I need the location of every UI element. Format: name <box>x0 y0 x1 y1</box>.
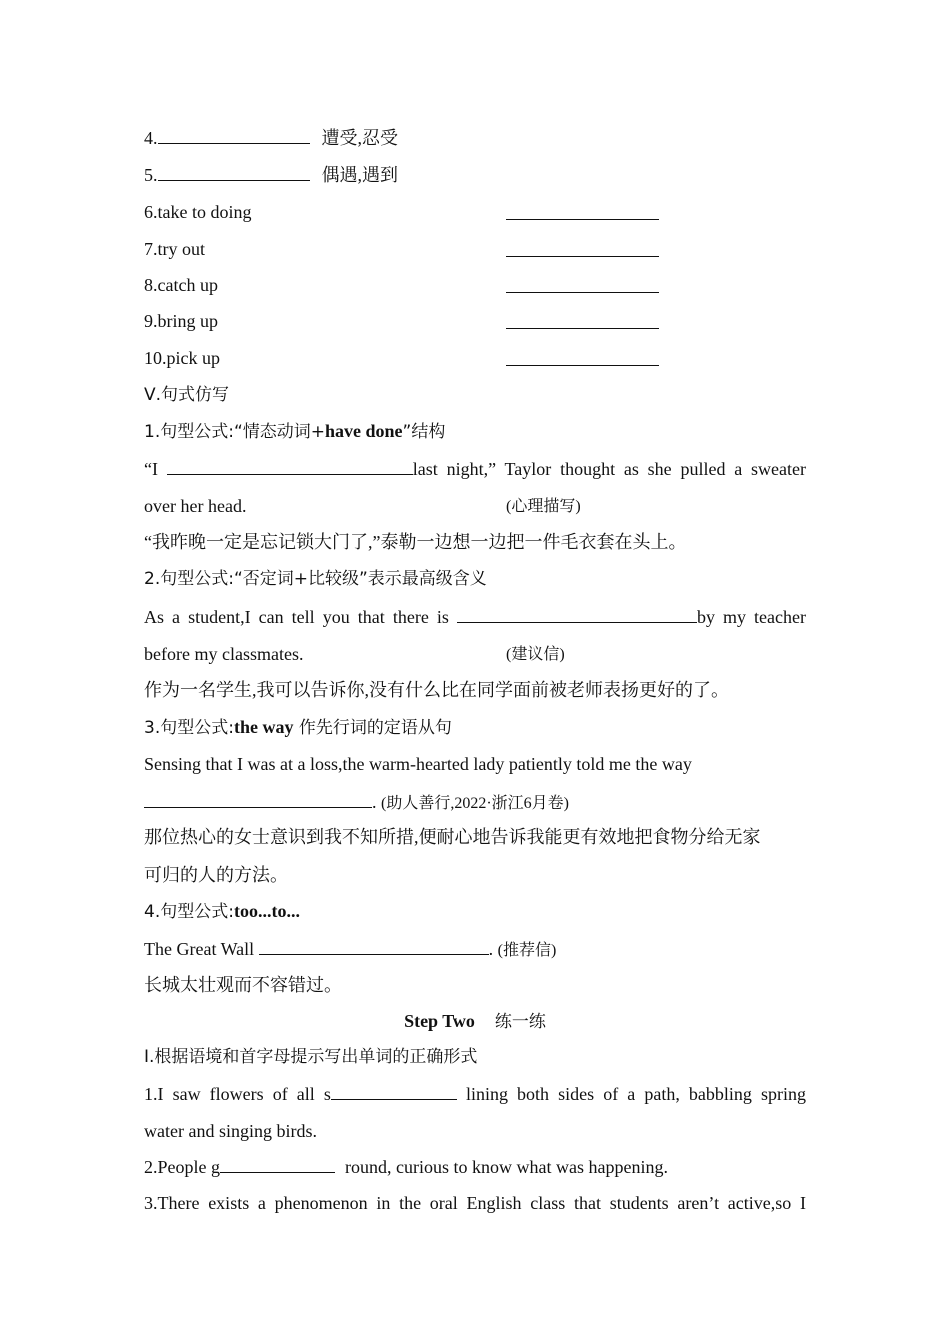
source-note: (建议信) <box>506 646 565 663</box>
chinese-translation: 那位热心的女士意识到我不知所措,便耐心地告诉我能更有效地把食物分给无家 <box>144 827 761 847</box>
exercise-line: water and singing birds. <box>144 1121 317 1141</box>
sentence-line: Sensing that I was at a loss,the warm-hearted lady patiently told me the way <box>144 754 692 774</box>
exercise-line: 2.People g round, curious to know what was happening. <box>144 1157 668 1177</box>
answer-blank[interactable] <box>506 348 659 366</box>
answer-blank[interactable] <box>506 311 659 329</box>
section-title: Ⅴ.句式仿写 <box>144 385 230 405</box>
vocab-item-7: 7.try out <box>144 239 205 259</box>
answer-blank[interactable] <box>158 126 310 144</box>
formula-heading: 1.句型公式:“情态动词+have done”结构 <box>144 421 446 442</box>
source-note: (心理描写) <box>506 498 581 515</box>
exercise-line: 1.I saw flowers of all s lining both sides of a path, babbling spring <box>144 1084 807 1104</box>
formula-heading: 4.句型公式:too...to... <box>144 901 300 922</box>
answer-blank[interactable] <box>506 275 659 293</box>
answer-blank[interactable] <box>144 790 372 808</box>
section-title: Ⅰ.根据语境和首字母提示写出单词的正确形式 <box>144 1047 478 1067</box>
answer-blank[interactable] <box>506 202 659 220</box>
vocab-item-5: 5. 偶遇,遇到 <box>144 165 398 185</box>
step-heading: Step Two 练一练 <box>404 1011 546 1032</box>
chinese-translation: 作为一名学生,我可以告诉你,没有什么比在同学面前被老师表扬更好的了。 <box>144 680 729 700</box>
sentence-line: The Great Wall . (推荐信) <box>144 939 557 959</box>
vocab-item-9: 9.bring up <box>144 311 218 331</box>
vocab-item-4: 4. 遭受,忍受 <box>144 128 398 148</box>
answer-blank[interactable] <box>167 457 413 475</box>
source-note: (助人善行,2022·浙江6月卷) <box>381 795 569 812</box>
answer-blank[interactable] <box>158 163 310 181</box>
sentence-line: . (助人善行,2022·浙江6月卷) <box>144 790 569 815</box>
vocab-item-8: 8.catch up <box>144 275 218 295</box>
answer-blank[interactable] <box>220 1155 335 1173</box>
formula-heading: 3.句型公式:the way 作先行词的定语从句 <box>144 717 452 738</box>
source-note: (推荐信) <box>497 942 557 959</box>
chinese-translation: “我昨晚一定是忘记锁大门了,”泰勒一边想一边把一件毛衣套在头上。 <box>144 532 687 552</box>
vocab-item-6: 6.take to doing <box>144 202 252 222</box>
answer-blank[interactable] <box>506 239 659 257</box>
sentence-line: over her head. <box>144 496 247 516</box>
sentence-line: before my classmates. <box>144 644 304 664</box>
formula-heading: 2.句型公式:“否定词+比较级”表示最高级含义 <box>144 569 487 589</box>
sentence-line: “I last night,” Taylor thought as she pulled a sweater <box>144 459 807 479</box>
answer-blank[interactable] <box>331 1082 457 1100</box>
chinese-translation: 长城太壮观而不容错过。 <box>144 975 342 995</box>
chinese-translation: 可归的人的方法。 <box>144 865 288 885</box>
exercise-line: 3.There exists a phenomenon in the oral English class that students aren’t active,so I <box>144 1193 806 1213</box>
answer-blank[interactable] <box>457 605 697 623</box>
answer-blank[interactable] <box>259 937 489 955</box>
sentence-line: As a student,I can tell you that there is by my teacher <box>144 607 807 627</box>
vocab-item-10: 10.pick up <box>144 348 220 368</box>
